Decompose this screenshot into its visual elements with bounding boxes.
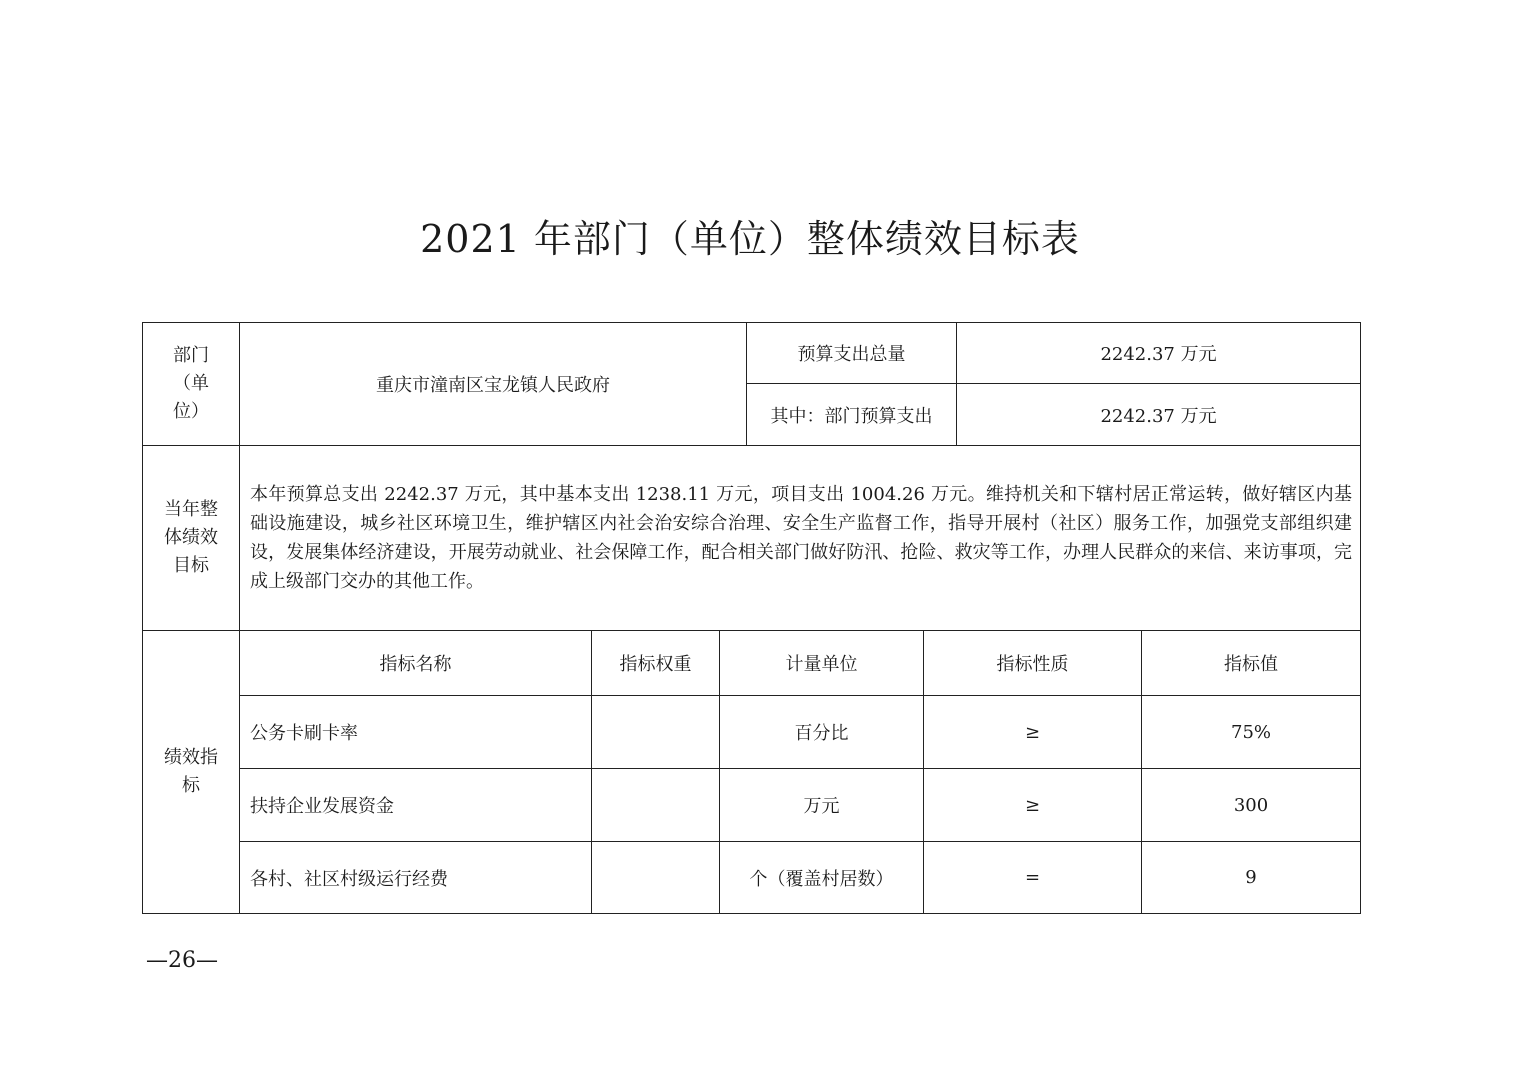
goal-label-line: 目标 — [173, 555, 209, 576]
indicator-weight — [592, 842, 720, 914]
dept-label-line: （单 — [173, 373, 209, 394]
indicators-label-line: 绩效指 — [164, 747, 218, 768]
indicator-value: 300 — [1142, 769, 1361, 842]
table-row — [143, 696, 1361, 769]
indicator-weight — [592, 696, 720, 769]
indicator-nature: ≥ — [924, 769, 1142, 842]
indicator-unit: 百分比 — [720, 696, 924, 769]
indicator-nature: ≥ — [924, 696, 1142, 769]
goal-label-line: 体绩效 — [164, 527, 218, 548]
column-header-nature: 指标性质 — [924, 631, 1142, 696]
indicators-label-cell — [143, 631, 240, 914]
table-row — [143, 769, 1361, 842]
column-header-weight: 指标权重 — [592, 631, 720, 696]
column-header-value: 指标值 — [1142, 631, 1361, 696]
indicator-unit: 个（覆盖村居数） — [720, 842, 924, 914]
indicator-weight — [592, 769, 720, 842]
indicator-name: 扶持企业发展资金 — [240, 769, 592, 842]
dept-name: 重庆市潼南区宝龙镇人民政府 — [240, 323, 747, 446]
goal-label-cell — [143, 446, 240, 631]
indicator-name: 各村、社区村级运行经费 — [240, 842, 592, 914]
budget-total-label: 预算支出总量 — [747, 323, 957, 384]
indicators-label-line: 标 — [182, 775, 200, 796]
dept-budget-label: 其中：部门预算支出 — [747, 384, 957, 446]
column-header-name: 指标名称 — [240, 631, 592, 696]
dept-budget-value: 2242.37 万元 — [957, 384, 1361, 446]
indicator-name: 公务卡刷卡率 — [240, 696, 592, 769]
column-header-unit: 计量单位 — [720, 631, 924, 696]
goal-text: 本年预算总支出 2242.37 万元，其中基本支出 1238.11 万元，项目支出 1004.26 万元。维持机关和下辖村居正常运转，做好辖区内基础设施建设，城乡社区环境卫生，维护辖区内社会治安综合治理、安全生产监督工作，指导开展村（社区）服务工作，加强党支部组织建设，发展集体经济建设，开展劳动就业、社会保障工作，配合相关部门做好防汛、抢险、救灾等工作，办理人民群众的来信、来访事项，完成上级部门交办的其他工作。 — [240, 446, 1361, 631]
indicator-nature: = — [924, 842, 1142, 914]
page-number: —26— — [146, 948, 218, 973]
indicator-value: 75% — [1142, 696, 1361, 769]
goal-label-line: 当年整 — [164, 499, 218, 520]
indicator-value: 9 — [1142, 842, 1361, 914]
dept-label-line: 部门 — [173, 345, 209, 366]
page-title: 2021 年部门（单位）整体绩效目标表 — [420, 217, 1080, 261]
table-row — [143, 842, 1361, 914]
dept-label-cell — [143, 323, 240, 446]
budget-total-value: 2242.37 万元 — [957, 323, 1361, 384]
performance-target-table — [142, 322, 1361, 914]
dept-label-line: 位） — [173, 401, 209, 422]
indicator-unit: 万元 — [720, 769, 924, 842]
